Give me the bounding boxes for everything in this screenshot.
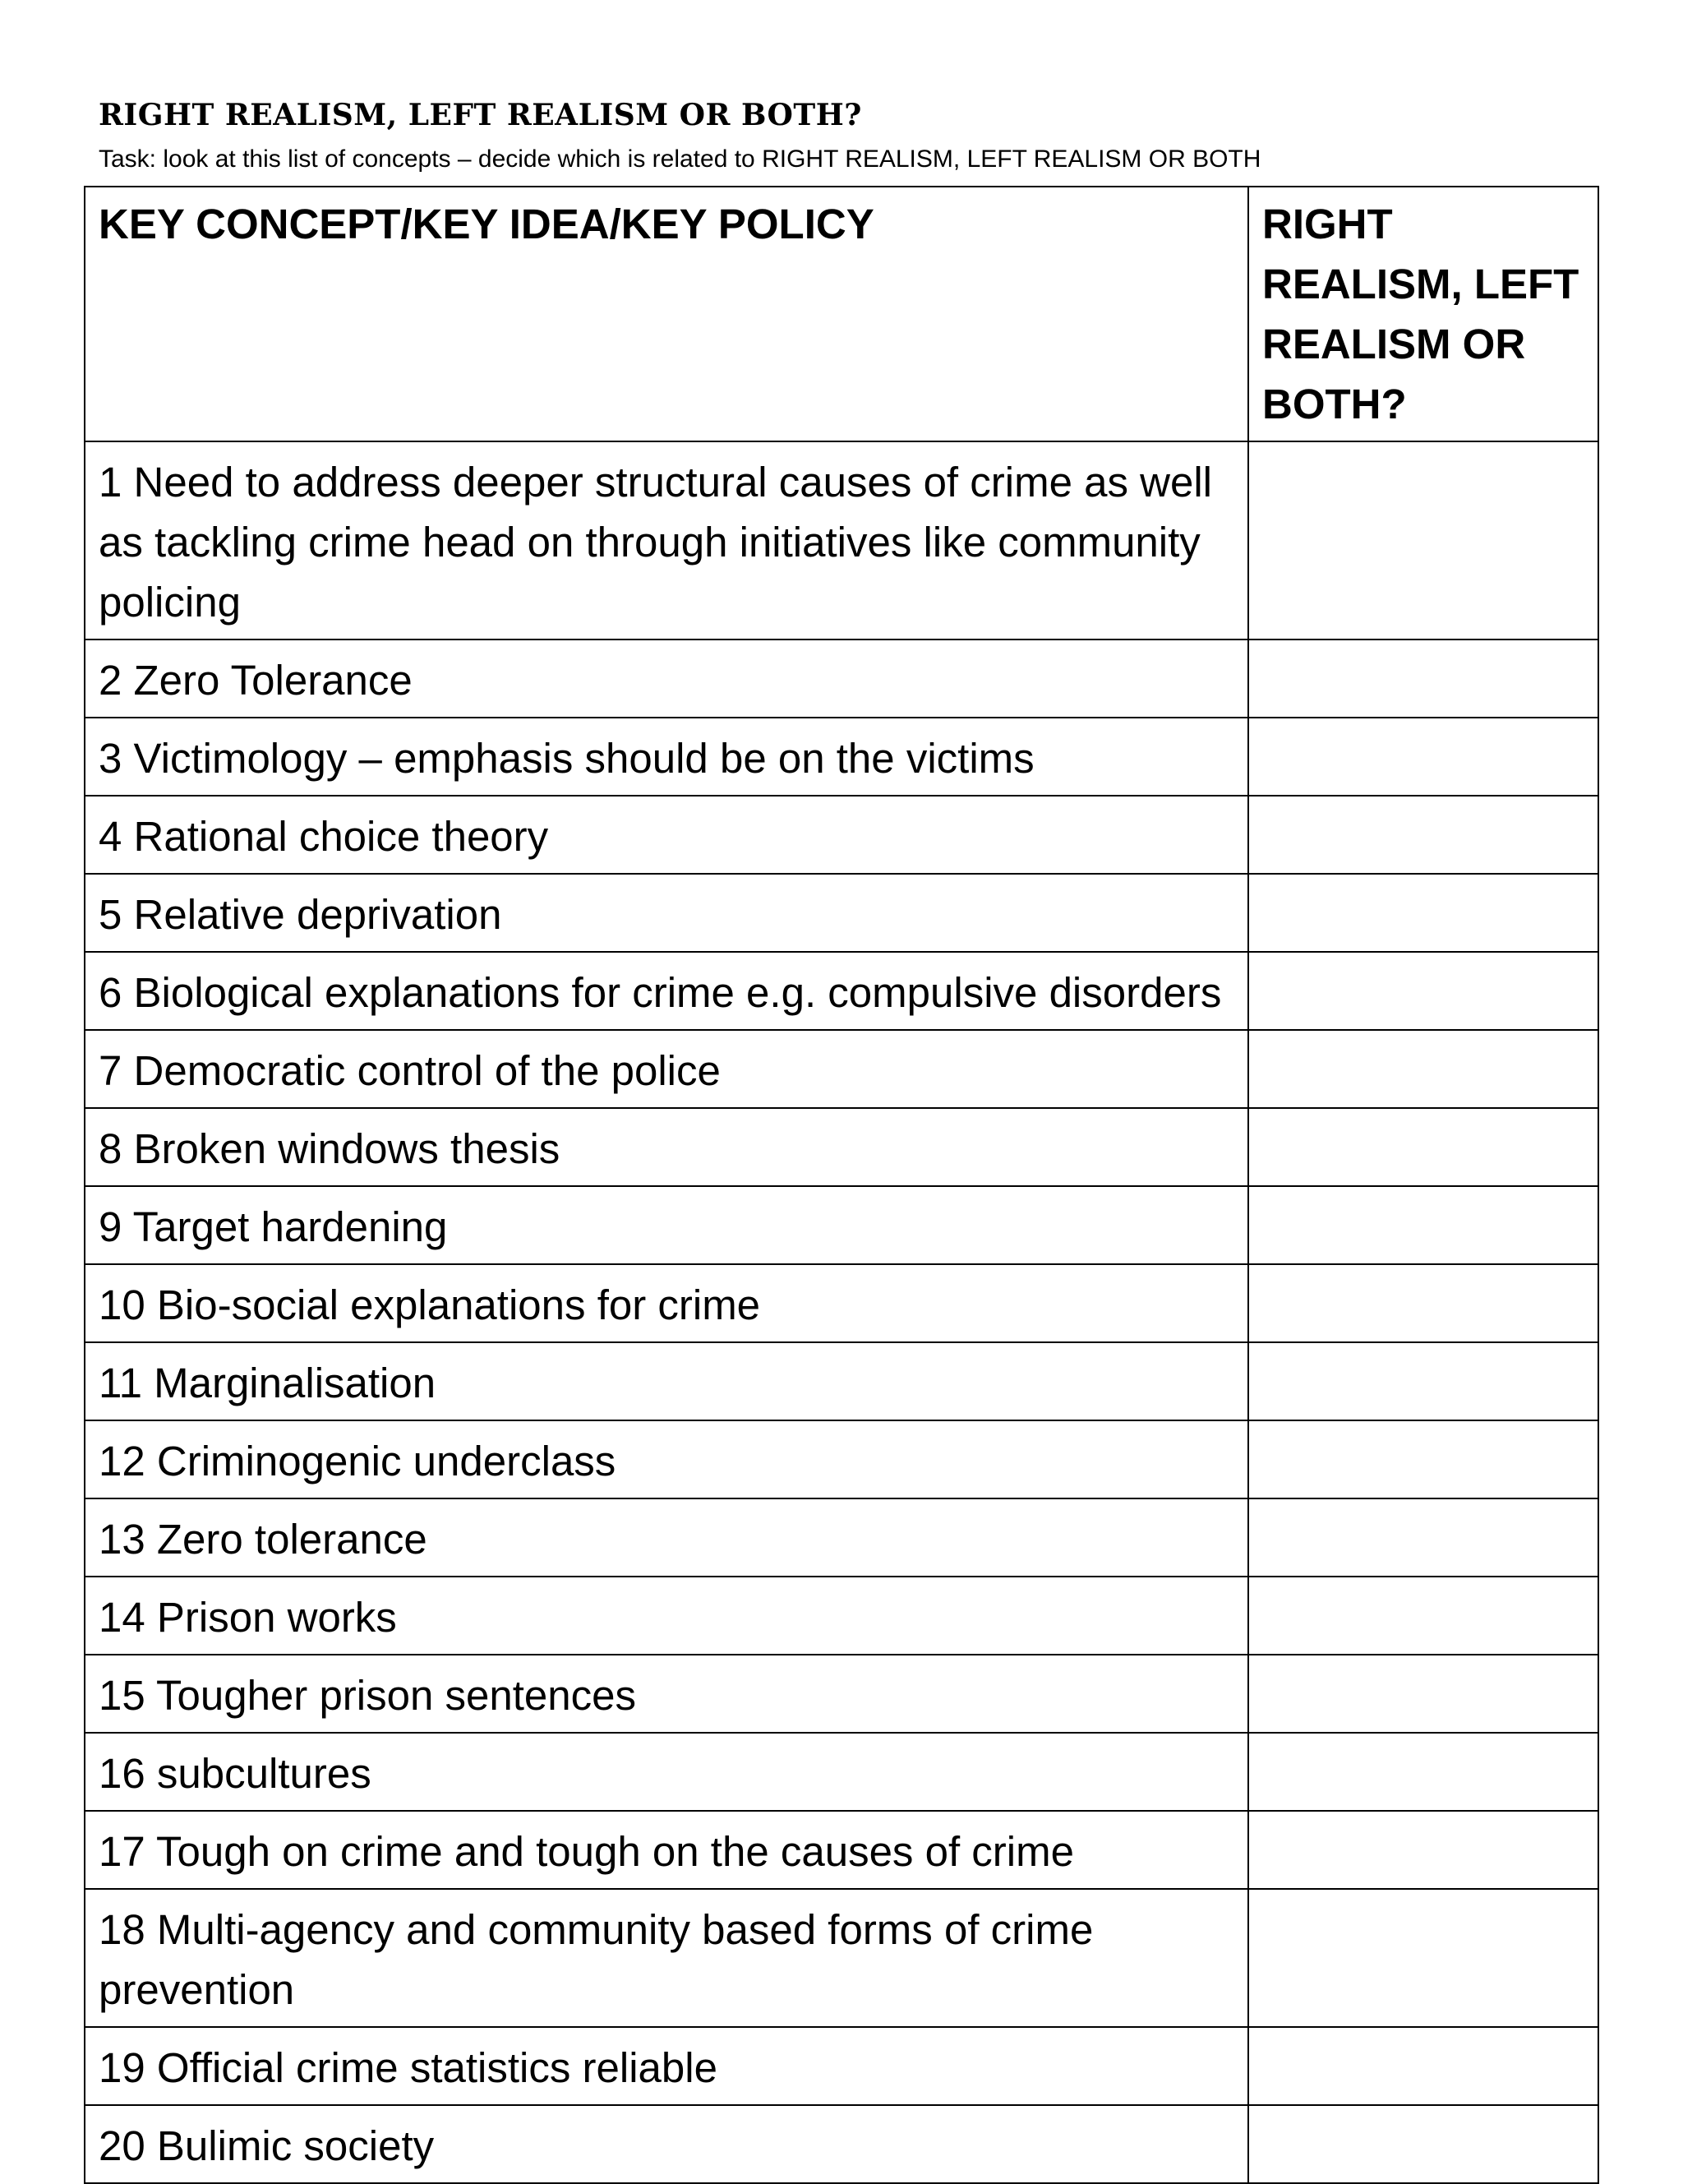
table-row — [85, 1108, 1598, 1186]
concept-column-header: KEY CONCEPT/KEY IDEA/KEY POLICY — [85, 187, 1248, 441]
table-row — [85, 1889, 1598, 2027]
table-row — [85, 1498, 1598, 1577]
answer-cell[interactable] — [1248, 1498, 1598, 1577]
concept-cell: 11 Marginalisation — [85, 1342, 1248, 1420]
concept-cell: 9 Target hardening — [85, 1186, 1248, 1264]
answer-column-header: RIGHT REALISM, LEFT REALISM OR BOTH? — [1248, 187, 1598, 441]
worksheet-title: RIGHT REALISM, LEFT REALISM OR BOTH? — [99, 98, 862, 132]
answer-cell[interactable] — [1248, 1030, 1598, 1108]
table-header-row — [85, 187, 1598, 441]
answer-cell[interactable] — [1248, 2105, 1598, 2183]
concept-cell: 19 Official crime statistics reliable — [85, 2027, 1248, 2105]
concept-cell: 4 Rational choice theory — [85, 796, 1248, 874]
table-row — [85, 1186, 1598, 1264]
answer-cell[interactable] — [1248, 1733, 1598, 1811]
concept-cell: 7 Democratic control of the police — [85, 1030, 1248, 1108]
answer-cell[interactable] — [1248, 441, 1598, 640]
concept-cell: 12 Criminogenic underclass — [85, 1420, 1248, 1498]
concept-cell: 2 Zero Tolerance — [85, 640, 1248, 718]
table-row — [85, 952, 1598, 1030]
table-row — [85, 796, 1598, 874]
answer-cell[interactable] — [1248, 1264, 1598, 1342]
table-row — [85, 640, 1598, 718]
answer-cell[interactable] — [1248, 1655, 1598, 1733]
table-row — [85, 1577, 1598, 1655]
table-row — [85, 2027, 1598, 2105]
table-row — [85, 874, 1598, 952]
table-row — [85, 718, 1598, 796]
concept-cell: 3 Victimology – emphasis should be on the victims — [85, 718, 1248, 796]
concept-cell: 15 Tougher prison sentences — [85, 1655, 1248, 1733]
task-instructions: Task: look at this list of concepts – decide which is related to RIGHT REALISM, LEFT REALISM OR BOTH — [99, 145, 1261, 173]
answer-cell[interactable] — [1248, 874, 1598, 952]
concept-cell: 20 Bulimic society — [85, 2105, 1248, 2183]
answer-cell[interactable] — [1248, 2027, 1598, 2105]
concept-cell: 14 Prison works — [85, 1577, 1248, 1655]
table-row — [85, 1342, 1598, 1420]
concept-cell: 17 Tough on crime and tough on the causes of crime — [85, 1811, 1248, 1889]
answer-cell[interactable] — [1248, 1577, 1598, 1655]
concept-cell: 13 Zero tolerance — [85, 1498, 1248, 1577]
concepts-table — [84, 186, 1599, 2184]
answer-cell[interactable] — [1248, 1420, 1598, 1498]
table-row — [85, 1811, 1598, 1889]
answer-cell[interactable] — [1248, 718, 1598, 796]
concept-cell: 1 Need to address deeper structural causes of crime as well as tackling crime head on through initiatives like community policing — [85, 441, 1248, 640]
answer-cell[interactable] — [1248, 796, 1598, 874]
table-row — [85, 2105, 1598, 2183]
concept-cell: 10 Bio-social explanations for crime — [85, 1264, 1248, 1342]
concept-cell: 16 subcultures — [85, 1733, 1248, 1811]
concept-cell: 5 Relative deprivation — [85, 874, 1248, 952]
answer-cell[interactable] — [1248, 952, 1598, 1030]
table-row — [85, 1264, 1598, 1342]
answer-cell[interactable] — [1248, 1889, 1598, 2027]
table-row — [85, 1420, 1598, 1498]
table-row — [85, 1655, 1598, 1733]
answer-cell[interactable] — [1248, 640, 1598, 718]
table-row — [85, 441, 1598, 640]
concept-cell: 8 Broken windows thesis — [85, 1108, 1248, 1186]
answer-cell[interactable] — [1248, 1186, 1598, 1264]
concept-cell: 18 Multi-agency and community based forms of crime prevention — [85, 1889, 1248, 2027]
concept-cell: 6 Biological explanations for crime e.g. compulsive disorders — [85, 952, 1248, 1030]
table-row — [85, 1733, 1598, 1811]
table-row — [85, 1030, 1598, 1108]
answer-cell[interactable] — [1248, 1108, 1598, 1186]
answer-cell[interactable] — [1248, 1811, 1598, 1889]
answer-cell[interactable] — [1248, 1342, 1598, 1420]
